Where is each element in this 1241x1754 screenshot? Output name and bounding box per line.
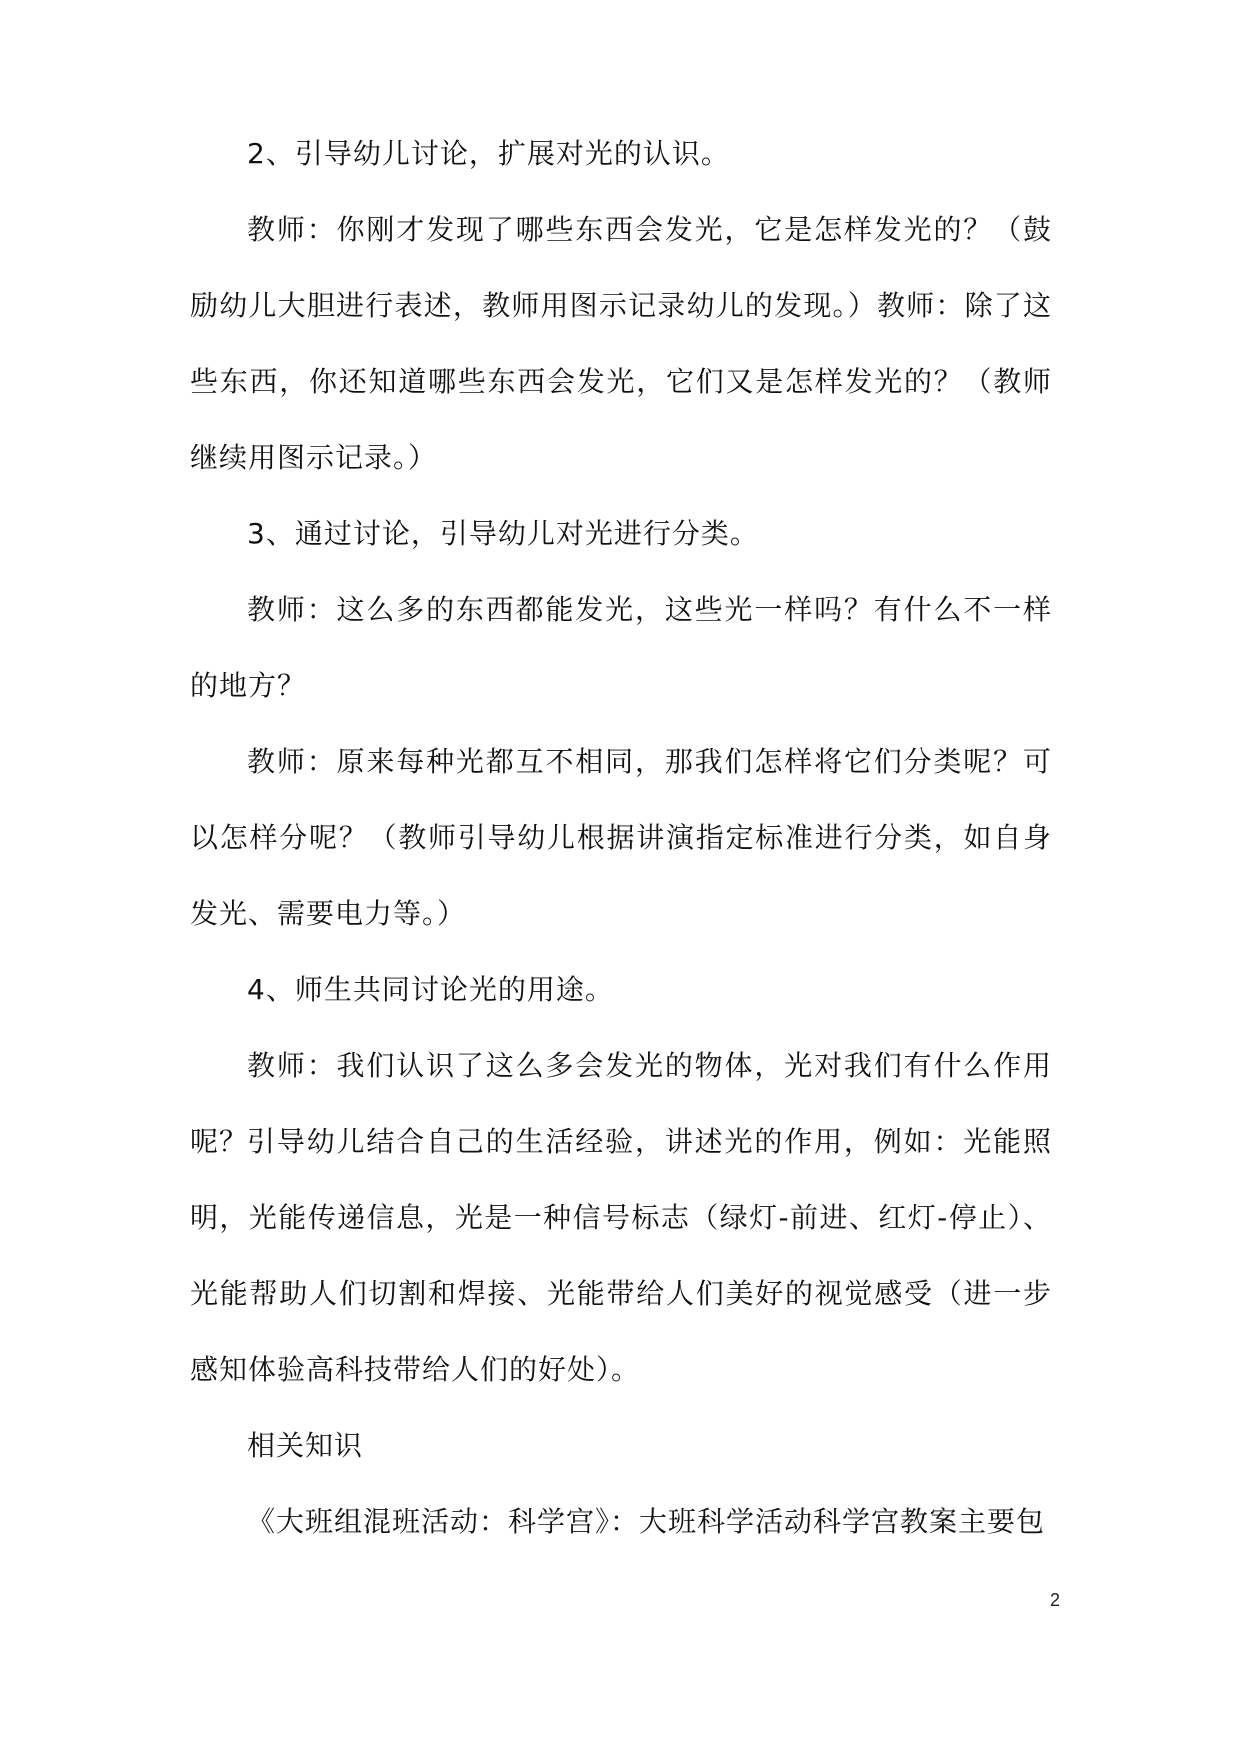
paragraph-teacher-question-2: 教师：这么多的东西都能发光，这些光一样吗？有什么不一样的地方？	[190, 593, 1052, 702]
paragraph-related-knowledge-heading: 相关知识	[247, 1429, 364, 1462]
paragraph-teacher-question-4: 教师：我们认识了这么多会发光的物体，光对我们有什么作用呢？	[190, 1049, 1052, 1158]
page-number: 2	[1049, 1590, 1060, 1610]
paragraph-step-2-heading: 2、引导幼儿讨论，扩展对光的认识。	[247, 137, 730, 170]
paragraph-step-3-heading: 3、通过讨论，引导幼儿对光进行分类。	[247, 517, 759, 550]
paragraph-step-4-heading: 4、师生共同讨论光的用途。	[247, 973, 614, 1006]
paragraph-light-uses: 引导幼儿结合自己的生活经验，讲述光的作用，例如：光能照明，光能传递信息，光是一种信号标志（绿灯-前进、红灯-停止）、光能帮助人们切割和焊接、光能带给人们美好的视觉感受（进一步感知体验高科技带给人们的好处）。	[190, 1125, 1052, 1386]
paragraph-teacher-question-3: 教师：原来每种光都互不相同，那我们怎样将它们分类呢？可以怎样分呢？（教师引导幼儿根据讲演指定标准进行分类，如自身发光、需要电力等。）	[190, 745, 1052, 930]
paragraph-teacher-question-1: 教师：你刚才发现了哪些东西会发光，它是怎样发光的？（鼓励幼儿大胆进行表述，教师用图示记录幼儿的发现。）教师：除了这些东西，你还知道哪些东西会发光，它们又是怎样发光的？（教师继续用图示记录。）	[190, 213, 1052, 474]
paragraph-related-knowledge-text: 《大班组混班活动：科学宫》：大班科学活动科学宫教案主要包	[247, 1505, 1046, 1538]
